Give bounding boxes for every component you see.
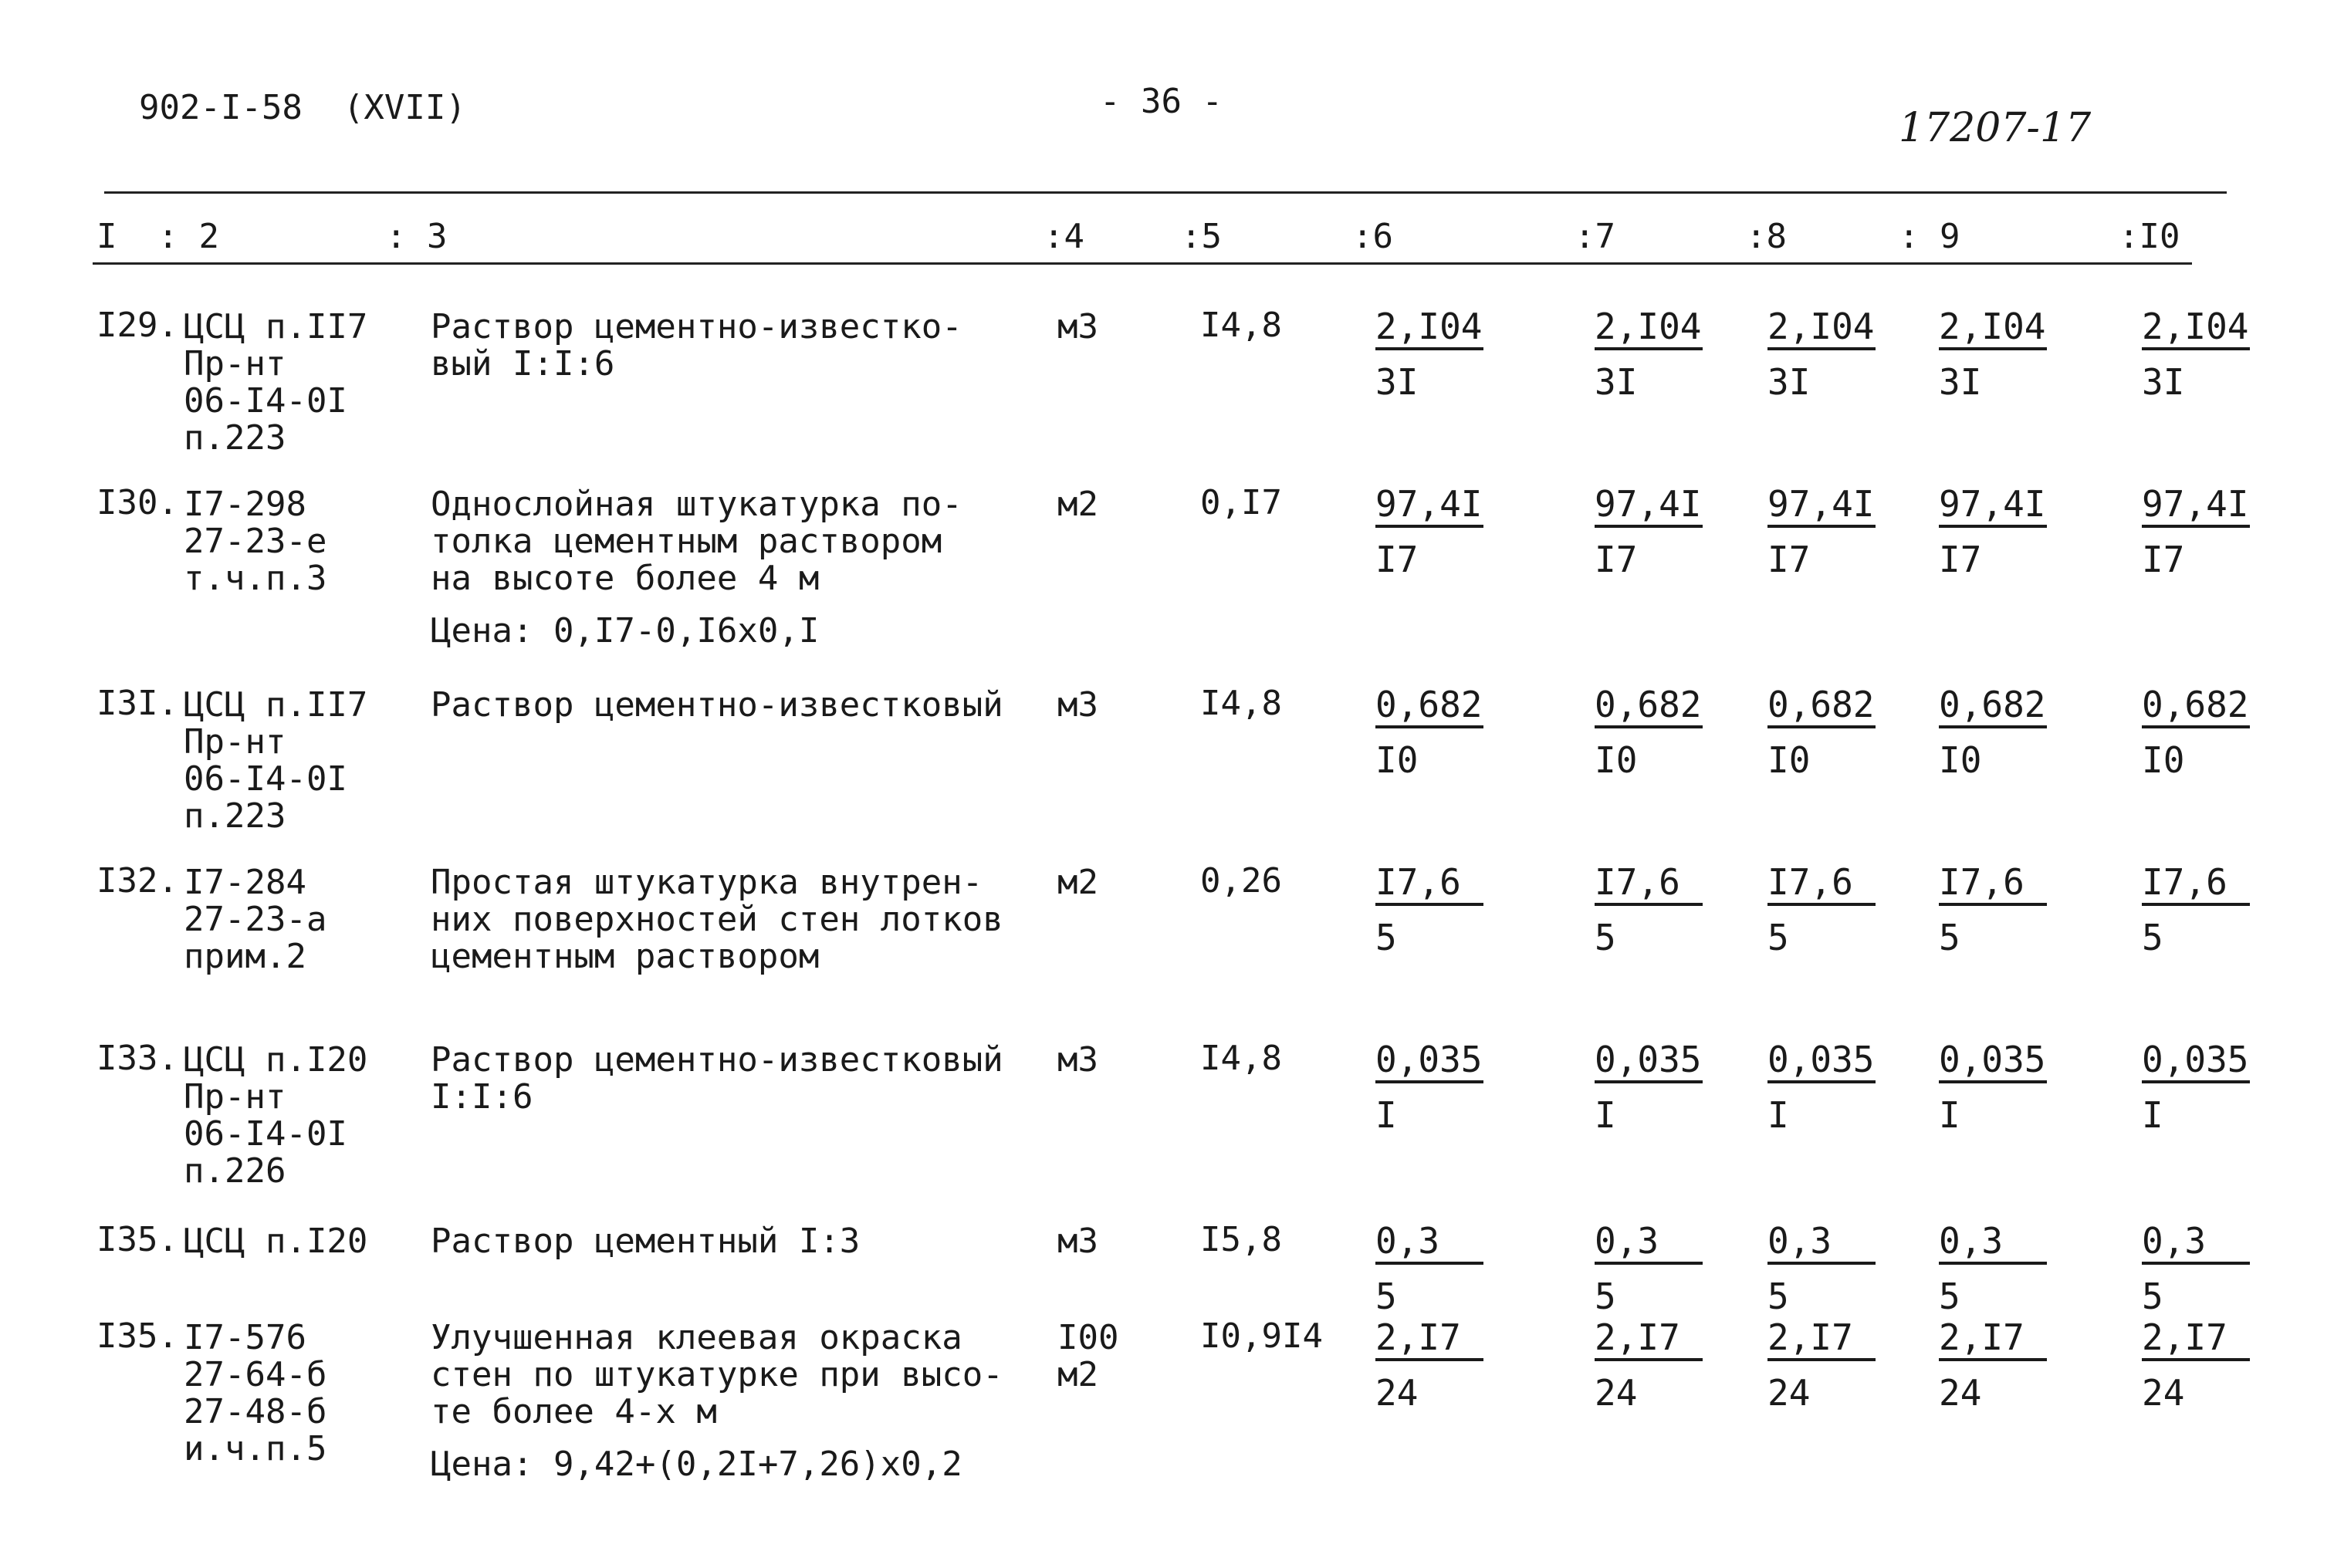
- fraction-numerator: 0,682: [1767, 687, 1876, 728]
- row-rate: I5,8: [1200, 1220, 1282, 1259]
- row-number: I35.: [96, 1220, 178, 1259]
- value-fraction-col-7: [1595, 483, 1703, 580]
- col-header-8: :8: [1746, 217, 1787, 256]
- value-fraction-col-6: [1375, 1039, 1483, 1136]
- row-number: I33.: [96, 1039, 178, 1078]
- fraction-denominator: I: [1375, 1094, 1397, 1136]
- fraction-denominator: I: [1939, 1094, 1960, 1136]
- row-reference-code: ЦСЦ п.I20 Пр-нт 06-I4-0I п.226: [184, 1040, 368, 1191]
- col-header-6: :6: [1352, 217, 1393, 256]
- value-fraction-col-7: [1595, 684, 1703, 781]
- value-fraction-col-6: [1375, 861, 1483, 958]
- fraction-denominator: I7: [2142, 539, 2185, 580]
- document-code: 902-I-58 (XVII): [139, 88, 466, 127]
- fraction-numerator: I7,6: [1595, 864, 1703, 906]
- value-fraction-col-8: [1767, 306, 1876, 403]
- fraction-denominator: 5: [2142, 1276, 2163, 1317]
- value-fraction-col-7: [1595, 1316, 1703, 1414]
- row-reference-code: ЦСЦ п.II7 Пр-нт 06-I4-0I п.223: [184, 685, 368, 836]
- fraction-numerator: 97,4I: [1939, 486, 2047, 528]
- value-fraction-col-8: [1767, 483, 1876, 580]
- value-fraction-col-9: [1939, 306, 2047, 403]
- row-number: I35.: [96, 1316, 178, 1356]
- value-fraction-col-9: [1939, 684, 2047, 781]
- fraction-denominator: 3I: [1767, 361, 1811, 403]
- row-description: Раствор цементно-известковый I:I:6: [431, 1040, 1003, 1117]
- fraction-numerator: 2,I7: [1375, 1320, 1483, 1361]
- col-header-10: :I0: [2119, 217, 2180, 256]
- page-number: - 36 -: [1100, 82, 1223, 121]
- row-rate: 0,I7: [1200, 483, 1282, 522]
- row-reference-code: I7-576 27-64-б 27-48-б и.ч.п.5: [184, 1318, 327, 1468]
- fraction-denominator: 5: [1939, 917, 1960, 958]
- fraction-numerator: 97,4I: [2142, 486, 2250, 528]
- value-fraction-col-10: [2142, 1316, 2250, 1414]
- value-fraction-col-6: [1375, 306, 1483, 403]
- fraction-numerator: 0,682: [1375, 687, 1483, 728]
- fraction-denominator: I: [1767, 1094, 1789, 1136]
- row-unit: м2: [1057, 485, 1098, 524]
- fraction-numerator: 97,4I: [1767, 486, 1876, 528]
- row-price-formula: Цена: 9,42+(0,2I+7,26)x0,2: [431, 1445, 962, 1484]
- row-number: I29.: [96, 306, 178, 345]
- fraction-denominator: I0: [1939, 739, 1982, 781]
- fraction-denominator: I0: [1767, 739, 1811, 781]
- row-unit: м3: [1057, 1222, 1098, 1261]
- col-header-7: :7: [1575, 217, 1615, 256]
- fraction-denominator: 5: [1375, 917, 1397, 958]
- fraction-numerator: 2,I7: [1595, 1320, 1703, 1361]
- fraction-numerator: 0,3: [2142, 1223, 2250, 1265]
- fraction-denominator: I: [1595, 1094, 1616, 1136]
- fraction-numerator: 2,I04: [1375, 309, 1483, 350]
- row-description: Улучшенная клеевая окраска стен по штукатурке при высо- те более 4-х м: [431, 1318, 1003, 1431]
- row-reference-code: ЦСЦ п.II7 Пр-нт 06-I4-0I п.223: [184, 307, 368, 458]
- row-unit: I00 м2: [1057, 1318, 1119, 1394]
- fraction-numerator: I7,6: [1767, 864, 1876, 906]
- row-description: Однослойная штукатурка по- толка цементным раствором на высоте более 4 м: [431, 485, 962, 598]
- value-fraction-col-6: [1375, 684, 1483, 781]
- value-fraction-col-9: [1939, 1039, 2047, 1136]
- fraction-numerator: 2,I04: [1939, 309, 2047, 350]
- fraction-numerator: 0,682: [2142, 687, 2250, 728]
- fraction-denominator: 24: [2142, 1372, 2185, 1414]
- fraction-numerator: I7,6: [2142, 864, 2250, 906]
- fraction-numerator: 97,4I: [1375, 486, 1483, 528]
- fraction-denominator: 3I: [1939, 361, 1982, 403]
- fraction-numerator: I7,6: [1939, 864, 2047, 906]
- fraction-numerator: 2,I7: [1767, 1320, 1876, 1361]
- row-number: I3I.: [96, 684, 178, 723]
- fraction-denominator: I7: [1375, 539, 1419, 580]
- value-fraction-col-7: [1595, 1039, 1703, 1136]
- fraction-denominator: I0: [1375, 739, 1419, 781]
- fraction-numerator: 0,682: [1595, 687, 1703, 728]
- value-fraction-col-10: [2142, 684, 2250, 781]
- fraction-numerator: 0,035: [1767, 1042, 1876, 1083]
- col-header-9: : 9: [1899, 217, 1960, 256]
- value-fraction-col-9: [1939, 1220, 2047, 1317]
- value-fraction-col-7: [1595, 861, 1703, 958]
- value-fraction-col-8: [1767, 861, 1876, 958]
- fraction-denominator: 5: [1595, 917, 1616, 958]
- value-fraction-col-10: [2142, 1220, 2250, 1317]
- fraction-denominator: I7: [1595, 539, 1638, 580]
- row-price-formula: Цена: 0,I7-0,I6x0,I: [431, 611, 820, 651]
- fraction-numerator: 2,I7: [2142, 1320, 2250, 1361]
- row-number: I32.: [96, 861, 178, 901]
- col-header-5: :5: [1181, 217, 1222, 256]
- value-fraction-col-10: [2142, 306, 2250, 403]
- row-rate: I4,8: [1200, 306, 1282, 345]
- row-description: Раствор цементно-известко- вый I:I:6: [431, 307, 962, 384]
- fraction-denominator: 5: [2142, 917, 2163, 958]
- fraction-numerator: 0,682: [1939, 687, 2047, 728]
- fraction-denominator: 5: [1767, 1276, 1789, 1317]
- fraction-denominator: I7: [1939, 539, 1982, 580]
- fraction-numerator: 0,035: [1375, 1042, 1483, 1083]
- fraction-denominator: 3I: [1595, 361, 1638, 403]
- value-fraction-col-7: [1595, 1220, 1703, 1317]
- row-rate: I4,8: [1200, 1039, 1282, 1078]
- fraction-numerator: 2,I7: [1939, 1320, 2047, 1361]
- value-fraction-col-6: [1375, 483, 1483, 580]
- col-header-1-2: I : 2: [96, 217, 219, 256]
- col-header-4: :4: [1044, 217, 1084, 256]
- fraction-numerator: 2,I04: [1595, 309, 1703, 350]
- value-fraction-col-6: [1375, 1220, 1483, 1317]
- fraction-denominator: I0: [1595, 739, 1638, 781]
- value-fraction-col-9: [1939, 861, 2047, 958]
- fraction-numerator: 0,035: [2142, 1042, 2250, 1083]
- fraction-numerator: 0,3: [1939, 1223, 2047, 1265]
- fraction-denominator: I7: [1767, 539, 1811, 580]
- fraction-numerator: 2,I04: [1767, 309, 1876, 350]
- value-fraction-col-8: [1767, 684, 1876, 781]
- fraction-denominator: 24: [1375, 1372, 1419, 1414]
- fraction-numerator: 0,3: [1767, 1223, 1876, 1265]
- value-fraction-col-9: [1939, 483, 2047, 580]
- fraction-numerator: 2,I04: [2142, 309, 2250, 350]
- row-rate: I4,8: [1200, 684, 1282, 723]
- fraction-numerator: 0,035: [1939, 1042, 2047, 1083]
- row-rate: 0,26: [1200, 861, 1282, 901]
- fraction-numerator: I7,6: [1375, 864, 1483, 906]
- row-unit: м3: [1057, 685, 1098, 725]
- fraction-denominator: 5: [1375, 1276, 1397, 1317]
- fraction-denominator: 24: [1767, 1372, 1811, 1414]
- fraction-numerator: 0,3: [1375, 1223, 1483, 1265]
- fraction-denominator: 24: [1595, 1372, 1638, 1414]
- fraction-denominator: I: [2142, 1094, 2163, 1136]
- row-unit: м2: [1057, 863, 1098, 902]
- fraction-numerator: 0,035: [1595, 1042, 1703, 1083]
- sheet-code: 17207-17: [1899, 105, 2092, 151]
- row-rate: I0,9I4: [1200, 1316, 1323, 1356]
- value-fraction-col-8: [1767, 1039, 1876, 1136]
- row-unit: м3: [1057, 1040, 1098, 1080]
- row-reference-code: I7-298 27-23-е т.ч.п.3: [184, 485, 327, 598]
- header-rule: [93, 262, 2192, 265]
- value-fraction-col-9: [1939, 1316, 2047, 1414]
- row-description: Раствор цементный I:3: [431, 1222, 861, 1261]
- fraction-numerator: 0,3: [1595, 1223, 1703, 1265]
- fraction-denominator: 3I: [1375, 361, 1419, 403]
- fraction-denominator: I0: [2142, 739, 2185, 781]
- col-header-3: : 3: [386, 217, 448, 256]
- row-number: I30.: [96, 483, 178, 522]
- row-reference-code: I7-284 27-23-а прим.2: [184, 863, 327, 976]
- value-fraction-col-6: [1375, 1316, 1483, 1414]
- top-rule: [104, 191, 2227, 194]
- fraction-denominator: 5: [1939, 1276, 1960, 1317]
- row-description: Раствор цементно-известковый: [431, 685, 1003, 725]
- fraction-denominator: 24: [1939, 1372, 1982, 1414]
- fraction-denominator: 5: [1767, 917, 1789, 958]
- value-fraction-col-8: [1767, 1220, 1876, 1317]
- row-unit: м3: [1057, 307, 1098, 346]
- row-description: Простая штукатурка внутрен- них поверхностей стен лотков цементным раствором: [431, 863, 1003, 976]
- fraction-denominator: 3I: [2142, 361, 2185, 403]
- value-fraction-col-10: [2142, 1039, 2250, 1136]
- fraction-numerator: 97,4I: [1595, 486, 1703, 528]
- value-fraction-col-10: [2142, 861, 2250, 958]
- row-reference-code: ЦСЦ п.I20: [184, 1222, 368, 1261]
- value-fraction-col-7: [1595, 306, 1703, 403]
- value-fraction-col-10: [2142, 483, 2250, 580]
- value-fraction-col-8: [1767, 1316, 1876, 1414]
- fraction-denominator: 5: [1595, 1276, 1616, 1317]
